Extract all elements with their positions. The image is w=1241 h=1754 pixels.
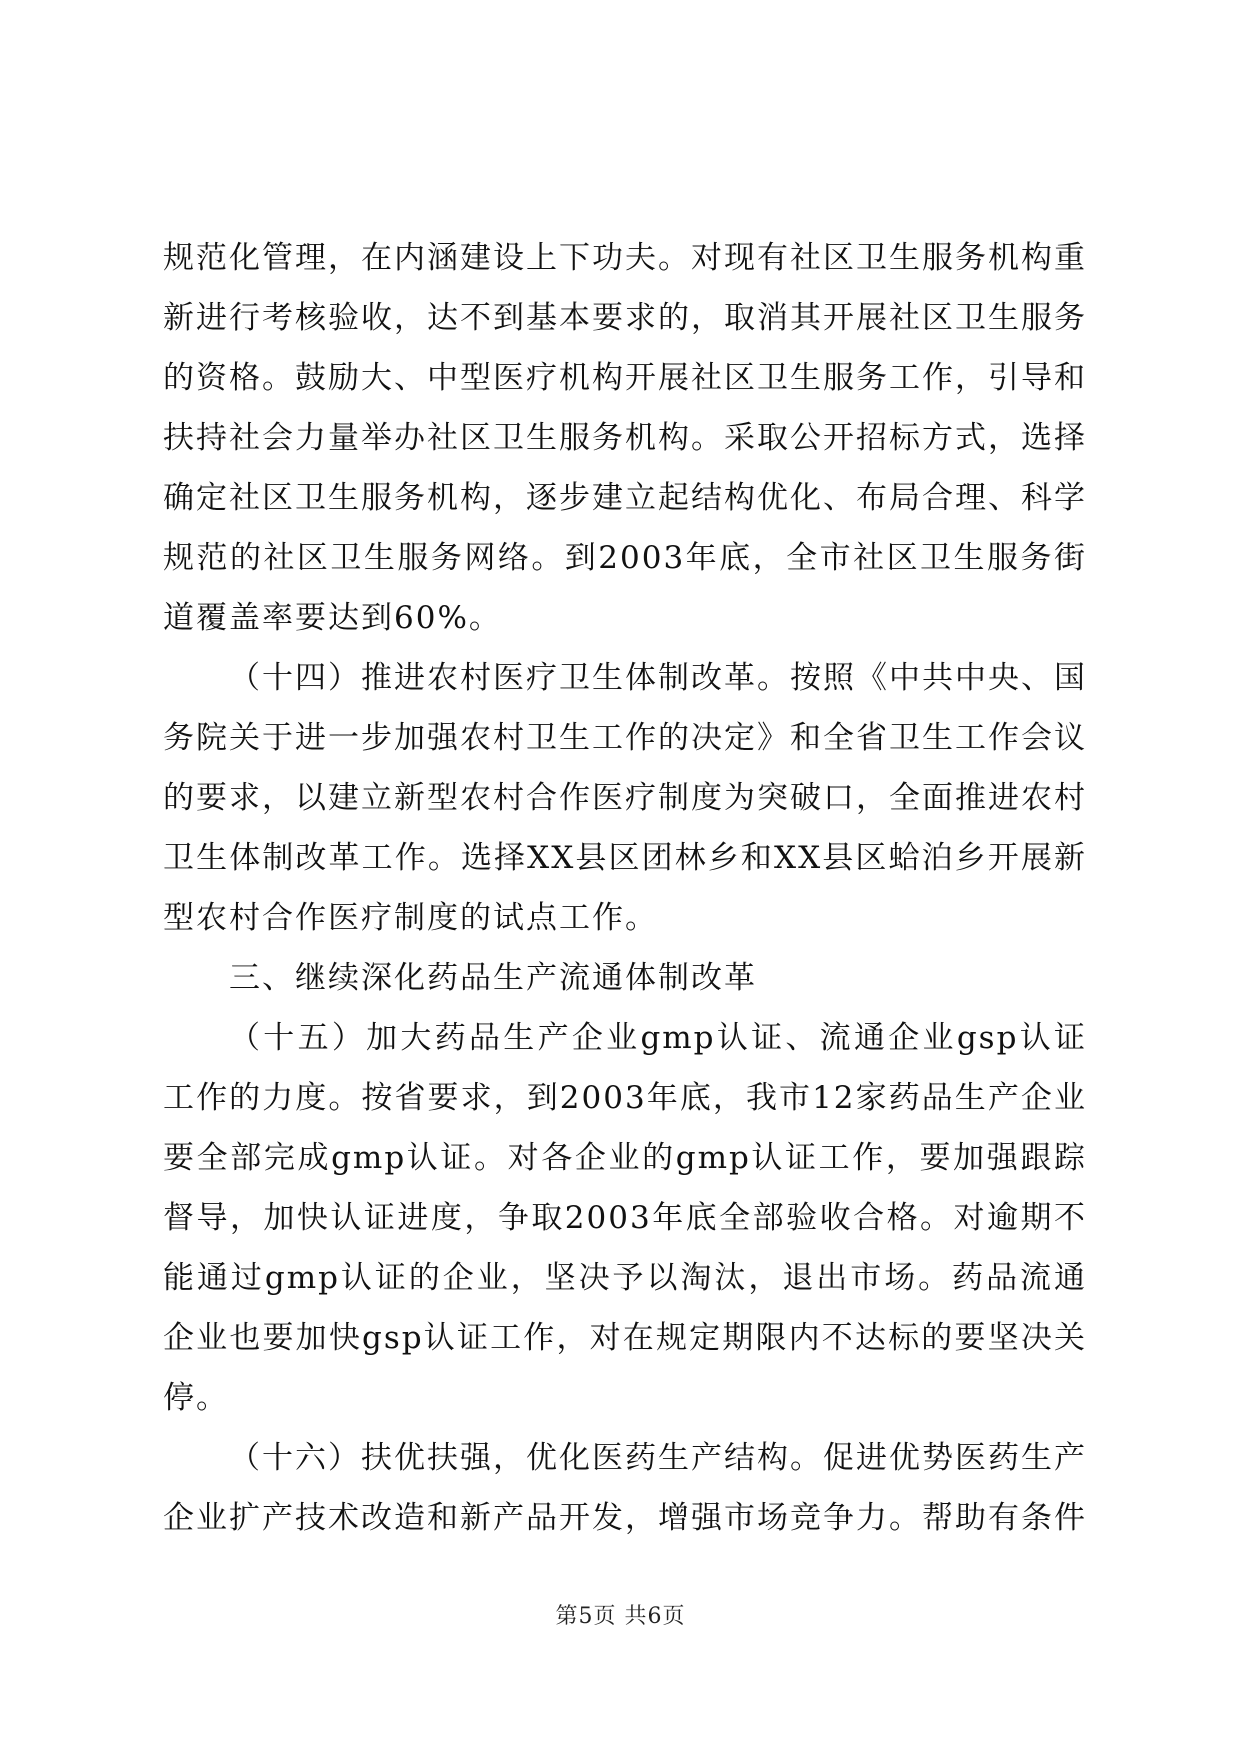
section-heading-3: 三、继续深化药品生产流通体制改革 <box>229 960 757 996</box>
paragraph-section-15: （十五）加大药品生产企业gmp认证、流通企业gsp认证工作的力度。按省要求，到2003年底，我市12家药品生产企业要全部完成gmp认证。对各企业的gmp认证工作，要加强跟踪督导，加快认证进度，争取2003年底全部验收合格。对逾期不能通过gmp认证的企业，坚决予以淘汰，退出市场。药品流通企业也要加快gsp认证工作，对在规定期限内不达标的要坚决关停。 <box>163 1020 1087 1416</box>
document-body <box>163 228 1087 1548</box>
paragraph-section-16: （十六）扶优扶强，优化医药生产结构。促进优势医药生产企业扩产技术改造和新产品开发，增强市场竞争力。帮助有条件 <box>163 1440 1087 1536</box>
paragraph-section-14: （十四）推进农村医疗卫生体制改革。按照《中共中央、国务院关于进一步加强农村卫生工作的决定》和全省卫生工作会议的要求，以建立新型农村合作医疗制度为突破口，全面推进农村卫生体制改革工作。选择XX县区团林乡和XX县区蛤泊乡开展新型农村合作医疗制度的试点工作。 <box>163 660 1087 936</box>
page-footer: 第5页 共6页 <box>555 1604 686 1629</box>
paragraph-continued: 规范化管理，在内涵建设上下功夫。对现有社区卫生服务机构重新进行考核验收，达不到基本要求的，取消其开展社区卫生服务的资格。鼓励大、中型医疗机构开展社区卫生服务工作，引导和扶持社会力量举办社区卫生服务机构。采取公开招标方式，选择确定社区卫生服务机构，逐步建立起结构优化、布局合理、科学规范的社区卫生服务网络。到2003年底，全市社区卫生服务街道覆盖率要达到60%。 <box>163 240 1087 636</box>
